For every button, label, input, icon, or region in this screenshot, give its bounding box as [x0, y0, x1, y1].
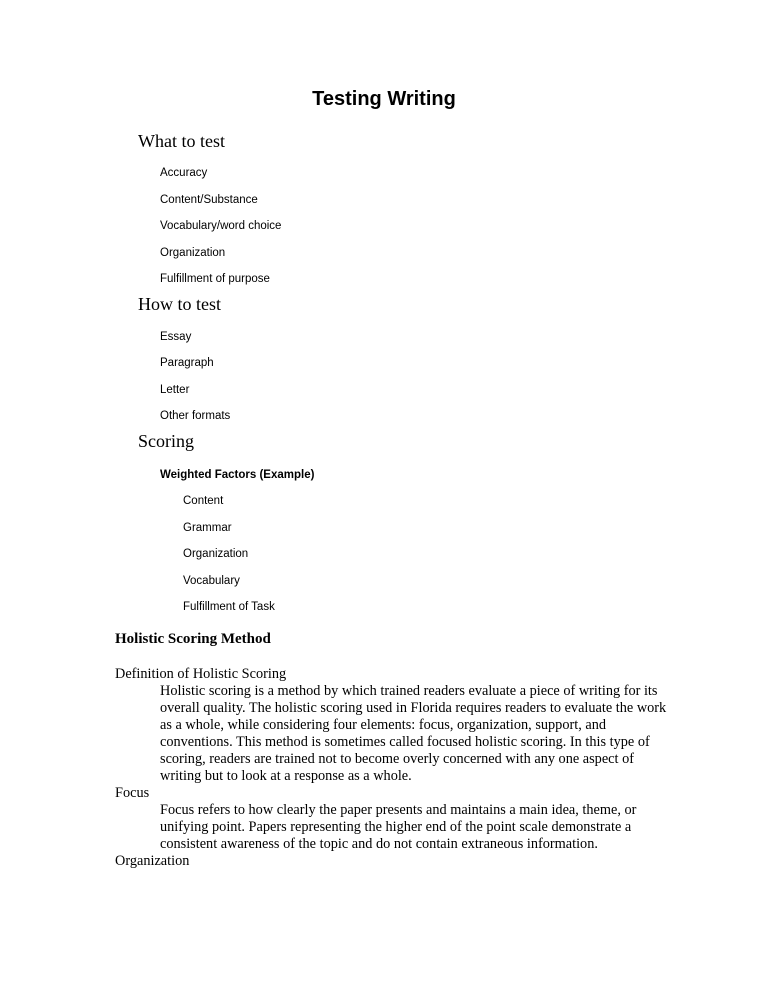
- list-item: Vocabulary/word choice: [160, 220, 282, 232]
- holistic-scoring-heading: Holistic Scoring Method: [115, 631, 271, 647]
- list-item: Organization: [160, 247, 226, 259]
- list-item: Accuracy: [160, 167, 208, 179]
- definition-text: Holistic scoring is a method by which trained readers evaluate a piece of writing for its overall quality. The holistic scoring used in Florida requires readers to evaluate the work as a whole, while considering four elements: focus, organization, support, and conventions. This method is sometimes called focused holistic scoring. In this type of scoring, readers are trained not to become overly concerned with any one aspect of writing but to look at a response as a whole.: [160, 683, 667, 784]
- weighted-factors-subheading: Weighted Factors (Example): [160, 469, 315, 481]
- focus-term: Focus: [115, 785, 150, 801]
- list-item: Content: [183, 495, 224, 507]
- page-title: Testing Writing: [312, 88, 456, 110]
- list-item: Fulfillment of Task: [183, 601, 275, 613]
- focus-text: Focus refers to how clearly the paper presents and maintains a main idea, theme, or unifying point. Papers representing the higher end of the point scale demonstrate a consistent awareness of the topic and do not contain extraneous information.: [160, 802, 637, 852]
- list-item: Letter: [160, 384, 190, 396]
- section-heading-what-to-test: What to test: [138, 131, 225, 151]
- list-item: Other formats: [160, 410, 231, 422]
- list-item: Organization: [183, 548, 249, 560]
- definition-term: Definition of Holistic Scoring: [115, 666, 287, 682]
- list-item: Paragraph: [160, 357, 214, 369]
- section-heading-how-to-test: How to test: [138, 294, 221, 314]
- organization-term: Organization: [115, 853, 190, 869]
- list-item: Fulfillment of purpose: [160, 273, 270, 285]
- list-item: Grammar: [183, 522, 232, 534]
- holistic-definitions: [115, 666, 675, 870]
- section-heading-scoring: Scoring: [138, 431, 194, 451]
- list-item: Content/Substance: [160, 194, 258, 206]
- list-item: Essay: [160, 331, 192, 343]
- list-item: Vocabulary: [183, 575, 240, 587]
